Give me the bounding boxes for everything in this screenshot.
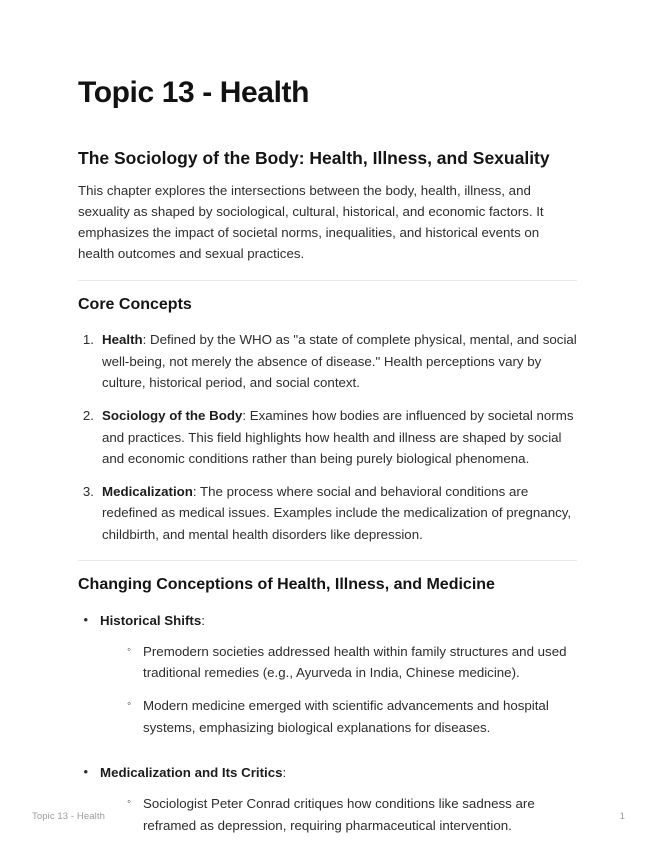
sub-bullet-icon: ◦ bbox=[127, 698, 131, 711]
list-number: 1. bbox=[82, 332, 94, 348]
list-definition: : bbox=[282, 764, 287, 780]
list-definition: : bbox=[201, 612, 205, 628]
list-item bbox=[78, 762, 577, 848]
list-definition: : The process where social and behavioral conditions are redefined as medical issues. Examples include the medicalization of pregnancy, childbirth, and mental health disorders like depression. bbox=[102, 484, 572, 542]
sub-bullet-icon: ◦ bbox=[127, 643, 131, 656]
list-definition: : Examines how bodies are influenced by societal norms and practices. This field highlights how health and illness are shaped by social and economic conditions rather than being purely biological phenomena. bbox=[102, 408, 574, 466]
divider bbox=[78, 560, 577, 561]
list-text bbox=[100, 610, 577, 750]
page-title: Topic 13 - Health bbox=[78, 76, 310, 109]
list-term: Medicalization bbox=[102, 484, 193, 500]
list-term: Historical Shifts bbox=[100, 612, 202, 628]
list-term: Health bbox=[102, 332, 143, 348]
list-term: Medicalization and Its Critics bbox=[100, 764, 283, 780]
core-concepts-heading: Core Concepts bbox=[78, 295, 192, 313]
overview-heading: The Sociology of the Body: Health, Illness, and Sexuality bbox=[78, 147, 550, 168]
footer-page-number: 1 bbox=[619, 811, 625, 822]
bullet-icon: • bbox=[83, 611, 88, 627]
sub-bullet-icon: ◦ bbox=[127, 796, 131, 809]
core-concepts-list bbox=[78, 329, 577, 544]
sub-list-text: Modern medicine emerged with scientific advancements and hospital systems, emphasizing biological explanations for diseases. bbox=[143, 698, 549, 735]
list-text bbox=[100, 762, 577, 848]
list-item bbox=[78, 610, 577, 750]
overview-paragraph: This chapter explores the intersections between the body, health, illness, and sexuality as shaped by sociological, cultural, historical, and economic factors. It emphasizes the impact of societal norms, inequalities, and historical events on health outcomes and sexual practices. bbox=[78, 182, 544, 262]
list-number: 3. bbox=[82, 484, 94, 500]
list-text bbox=[102, 329, 577, 393]
page-footer bbox=[32, 811, 625, 822]
divider bbox=[78, 280, 577, 281]
list-item bbox=[78, 405, 577, 469]
sub-list-text: Sociologist Peter Conrad critiques how conditions like sadness are reframed as depression, requiring pharmaceutical intervention. bbox=[143, 796, 535, 833]
footer-document-title: Topic 13 - Health bbox=[32, 811, 105, 822]
list-item bbox=[78, 481, 577, 545]
sub-list bbox=[122, 641, 577, 738]
bullet-icon: • bbox=[83, 763, 88, 779]
list-text bbox=[102, 481, 577, 545]
list-text bbox=[102, 405, 577, 469]
sub-list-text: Premodern societies addressed health within family structures and used traditional remedies (e.g., Ayurveda in India, Chinese medicine). bbox=[143, 643, 567, 681]
list-number: 2. bbox=[82, 408, 94, 424]
changing-conceptions-heading: Changing Conceptions of Health, Illness, and Medicine bbox=[78, 575, 495, 593]
list-definition: : Defined by the WHO as "a state of complete physical, mental, and social well-being, not merely the absence of disease." Health perceptions vary by culture, historical period, and social context. bbox=[102, 332, 577, 390]
sub-list-item bbox=[122, 695, 577, 738]
list-term: Sociology of the Body bbox=[102, 408, 243, 424]
list-item bbox=[78, 329, 577, 393]
sub-list-item bbox=[122, 641, 577, 684]
